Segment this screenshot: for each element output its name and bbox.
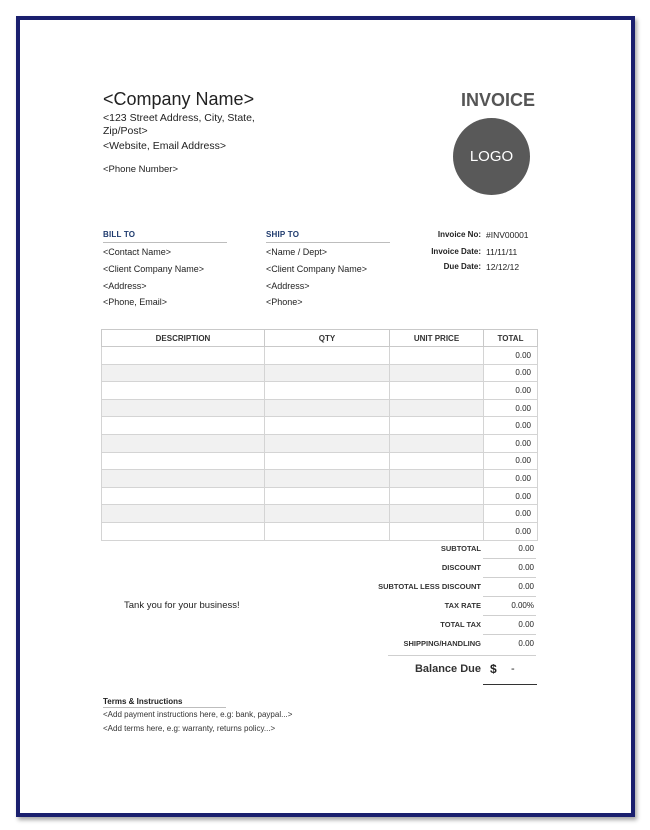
table-row (102, 399, 538, 417)
shipping-value: 0.00 (518, 639, 534, 648)
terms-heading: Terms & Instructions (103, 697, 183, 706)
ship-to-line: <Phone> (266, 297, 303, 307)
total-cell: 0.00 (484, 522, 538, 540)
ship-to-heading: SHIP TO (266, 230, 300, 239)
balance-divider (388, 655, 536, 656)
invoice-title: INVOICE (460, 90, 535, 110)
qty-cell[interactable] (265, 487, 390, 505)
qty-cell[interactable] (265, 417, 390, 435)
qty-cell[interactable] (265, 364, 390, 382)
company-website-email: <Website, Email Address> (103, 140, 226, 152)
qty-cell[interactable] (265, 434, 390, 452)
due-date-label: Due Date: (443, 262, 481, 271)
description-column-header: DESCRIPTION (102, 330, 265, 347)
total-cell: 0.00 (484, 452, 538, 470)
table-row (102, 382, 538, 400)
total-cell: 0.00 (484, 347, 538, 365)
unit-price-column-header: UNIT PRICE (390, 330, 484, 347)
description-cell[interactable] (102, 347, 265, 365)
description-cell[interactable] (102, 382, 265, 400)
description-cell[interactable] (102, 470, 265, 488)
total-tax-value: 0.00 (518, 620, 534, 629)
shipping-label: SHIPPING/HANDLING (403, 639, 481, 648)
table-row (102, 417, 538, 435)
company-address-line: <123 Street Address, City, State, (103, 112, 255, 124)
qty-cell[interactable] (265, 399, 390, 417)
qty-cell[interactable] (265, 382, 390, 400)
description-cell[interactable] (102, 364, 265, 382)
subtotal-less-discount-label: SUBTOTAL LESS DISCOUNT (378, 582, 481, 591)
due-date-value: 12/12/12 (486, 262, 520, 272)
unit-price-cell[interactable] (390, 399, 484, 417)
company-phone: <Phone Number> (103, 164, 178, 175)
summary-divider (483, 634, 536, 635)
ship-to-divider (266, 242, 390, 243)
line-items-table (101, 329, 538, 541)
invoice-date-label: Invoice Date: (431, 247, 481, 256)
description-cell[interactable] (102, 417, 265, 435)
unit-price-cell[interactable] (390, 347, 484, 365)
balance-underline (483, 684, 537, 685)
total-cell: 0.00 (484, 487, 538, 505)
tax-rate-label: TAX RATE (444, 601, 481, 610)
total-cell: 0.00 (484, 470, 538, 488)
company-address-line: Zip/Post> (103, 125, 148, 137)
unit-price-cell[interactable] (390, 522, 484, 540)
logo-text: LOGO (469, 148, 514, 165)
description-cell[interactable] (102, 505, 265, 523)
qty-column-header: QTY (265, 330, 390, 347)
summary-divider (483, 615, 536, 616)
total-cell: 0.00 (484, 417, 538, 435)
ship-to-line: <Client Company Name> (266, 264, 368, 274)
unit-price-cell[interactable] (390, 470, 484, 488)
subtotal-value: 0.00 (518, 544, 534, 553)
total-tax-label: TOTAL TAX (440, 620, 481, 629)
qty-cell[interactable] (265, 522, 390, 540)
balance-currency: $ (490, 662, 497, 676)
thank-you-note: Tank you for your business! (124, 600, 240, 611)
table-row (102, 347, 538, 365)
unit-price-cell[interactable] (390, 434, 484, 452)
ship-to-line: <Address> (266, 281, 310, 291)
bill-to-line: <Address> (103, 281, 147, 291)
qty-cell[interactable] (265, 347, 390, 365)
description-cell[interactable] (102, 522, 265, 540)
logo-placeholder (453, 118, 530, 195)
total-cell: 0.00 (484, 399, 538, 417)
unit-price-cell[interactable] (390, 382, 484, 400)
qty-cell[interactable] (265, 452, 390, 470)
unit-price-cell[interactable] (390, 505, 484, 523)
total-cell: 0.00 (484, 364, 538, 382)
summary-divider (483, 558, 536, 559)
subtotal-less-discount-value: 0.00 (518, 582, 534, 591)
bill-to-divider (103, 242, 227, 243)
ship-to-line: <Name / Dept> (266, 247, 328, 257)
unit-price-cell[interactable] (390, 417, 484, 435)
description-cell[interactable] (102, 434, 265, 452)
unit-price-cell[interactable] (390, 452, 484, 470)
table-header-row (102, 330, 538, 347)
terms-payment-line: <Add payment instructions here, e.g: bank, paypal...> (103, 710, 293, 719)
terms-policy-line: <Add terms here, e.g: warranty, returns policy...> (103, 724, 276, 733)
bill-to-line: <Phone, Email> (103, 297, 168, 307)
bill-to-heading: BILL TO (103, 230, 136, 239)
summary-divider (483, 596, 536, 597)
unit-price-cell[interactable] (390, 364, 484, 382)
terms-divider (103, 707, 226, 708)
total-cell: 0.00 (484, 505, 538, 523)
discount-label: DISCOUNT (441, 563, 481, 572)
table-row (102, 434, 538, 452)
balance-due-label: Balance Due (414, 663, 481, 675)
qty-cell[interactable] (265, 470, 390, 488)
subtotal-label: SUBTOTAL (440, 544, 481, 553)
table-row (102, 452, 538, 470)
table-row (102, 505, 538, 523)
summary-divider (483, 577, 536, 578)
tax-rate-value: 0.00% (511, 601, 534, 610)
bill-to-line: <Client Company Name> (103, 264, 205, 274)
qty-cell[interactable] (265, 505, 390, 523)
bill-to-line: <Contact Name> (103, 247, 172, 257)
company-name: <Company Name> (103, 89, 255, 109)
total-column-header: TOTAL (484, 330, 538, 347)
table-row (102, 487, 538, 505)
description-cell[interactable] (102, 487, 265, 505)
unit-price-cell[interactable] (390, 487, 484, 505)
table-row (102, 470, 538, 488)
invoice-date-value: 11/11/11 (486, 247, 518, 257)
balance-due-value: - (511, 663, 515, 675)
description-cell[interactable] (102, 399, 265, 417)
table-row (102, 364, 538, 382)
discount-value: 0.00 (518, 563, 534, 572)
invoice-no-label: Invoice No: (437, 230, 481, 239)
table-row (102, 522, 538, 540)
description-cell[interactable] (102, 452, 265, 470)
invoice-no-value: #INV00001 (486, 230, 529, 240)
total-cell: 0.00 (484, 434, 538, 452)
total-cell: 0.00 (484, 382, 538, 400)
